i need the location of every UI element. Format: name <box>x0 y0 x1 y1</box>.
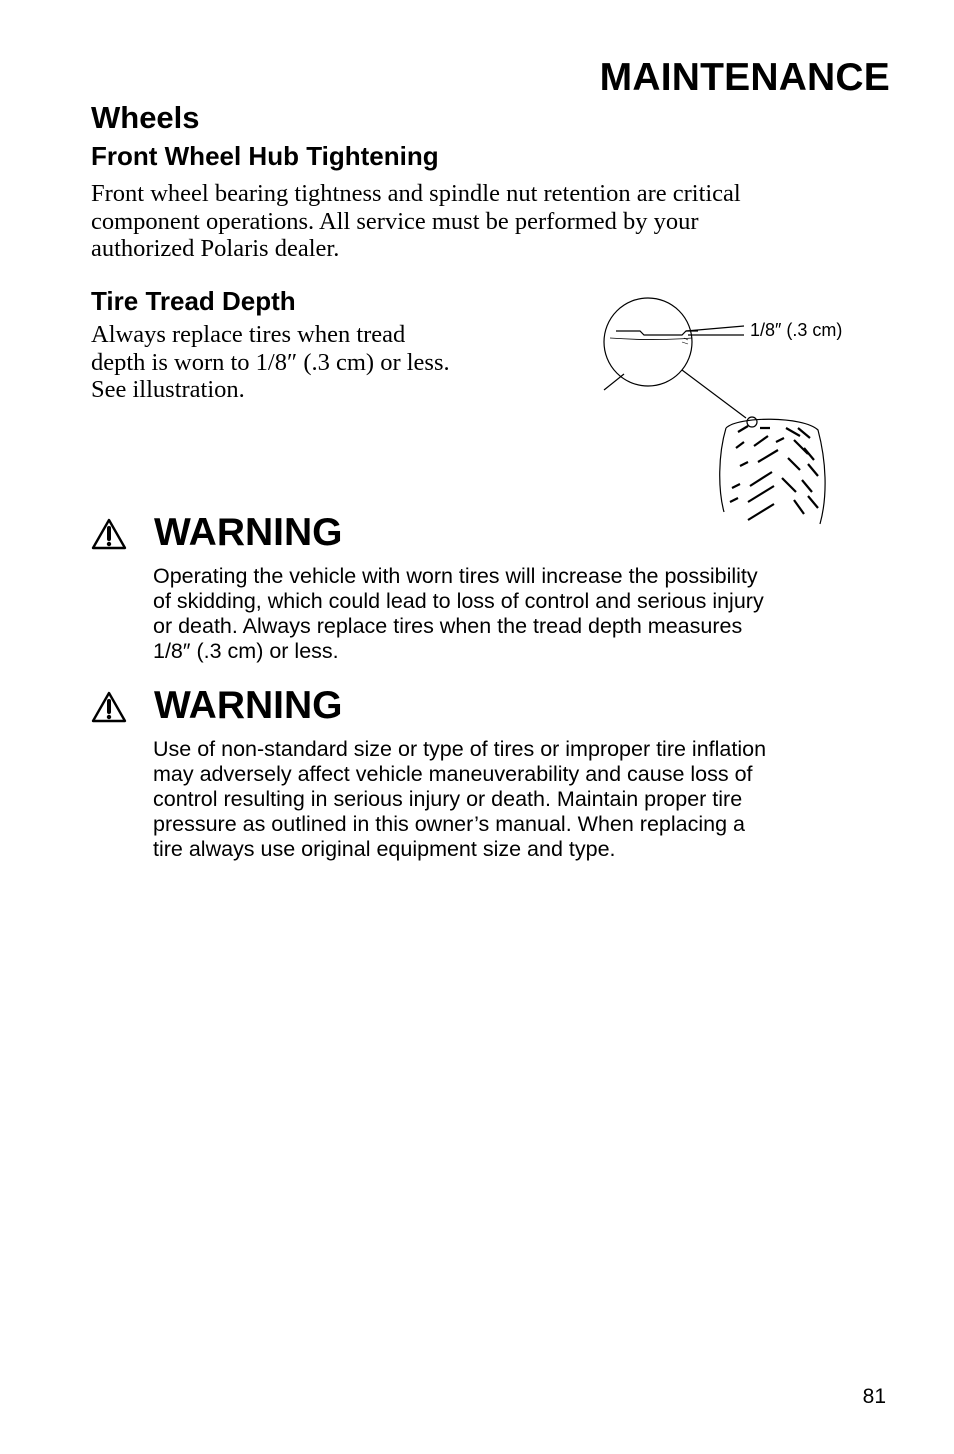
tire-tread-drawing <box>598 290 888 530</box>
warning-header <box>91 683 891 729</box>
tire-tread-illustration <box>598 290 888 530</box>
warning-title: WARNING <box>154 684 343 727</box>
hub-paragraph <box>91 180 741 263</box>
warning-text <box>153 564 764 664</box>
tread-depth-label: 1/8″ (.3 cm) <box>750 320 843 340</box>
warning-line: Operating the vehicle with worn tires will increase the possibility <box>153 564 758 588</box>
subheading-front-wheel-hub: Front Wheel Hub Tightening <box>91 141 439 171</box>
page-number: 81 <box>862 1385 886 1408</box>
paragraph-line: Front wheel bearing tightness and spindle nut retention are critical <box>91 180 741 207</box>
subheading-tire-tread-depth: Tire Tread Depth <box>91 286 296 316</box>
warning-line: control resulting in serious injury or death. Maintain proper tire <box>153 787 743 811</box>
paragraph-line: authorized Polaris dealer. <box>91 235 340 262</box>
paragraph-line: component operations. All service must be performed by your <box>91 207 699 235</box>
warning-header <box>91 510 891 556</box>
warning-box <box>91 683 891 861</box>
warning-line: of skidding, which could lead to loss of control and serious injury <box>153 589 764 613</box>
warning-title: WARNING <box>154 511 343 554</box>
warning-line: Use of non-standard size or type of tires or improper tire inflation <box>153 737 767 761</box>
warning-triangle-icon <box>91 518 127 550</box>
paragraph-line: See illustration. <box>91 376 245 403</box>
warning-box <box>91 510 891 663</box>
page-title: MAINTENANCE <box>599 56 890 99</box>
warning-line: tire always use original equipment size and type. <box>153 837 616 861</box>
warning-triangle-icon <box>91 691 127 723</box>
warning-line: pressure as outlined in this owner’s manual. When replacing a <box>153 812 745 836</box>
warning-text <box>153 737 766 862</box>
warning-line: 1/8″ (.3 cm) or less. <box>153 639 339 663</box>
warning-line: may adversely affect vehicle maneuverability and cause loss of <box>153 762 753 786</box>
paragraph-line: Always replace tires when tread <box>91 321 406 348</box>
paragraph-line: depth is worn to 1/8″ (.3 cm) or less. <box>91 348 450 376</box>
warning-line: or death. Always replace tires when the tread depth measures <box>153 614 743 638</box>
tread-paragraph <box>91 321 450 404</box>
section-heading-wheels: Wheels <box>91 100 200 135</box>
